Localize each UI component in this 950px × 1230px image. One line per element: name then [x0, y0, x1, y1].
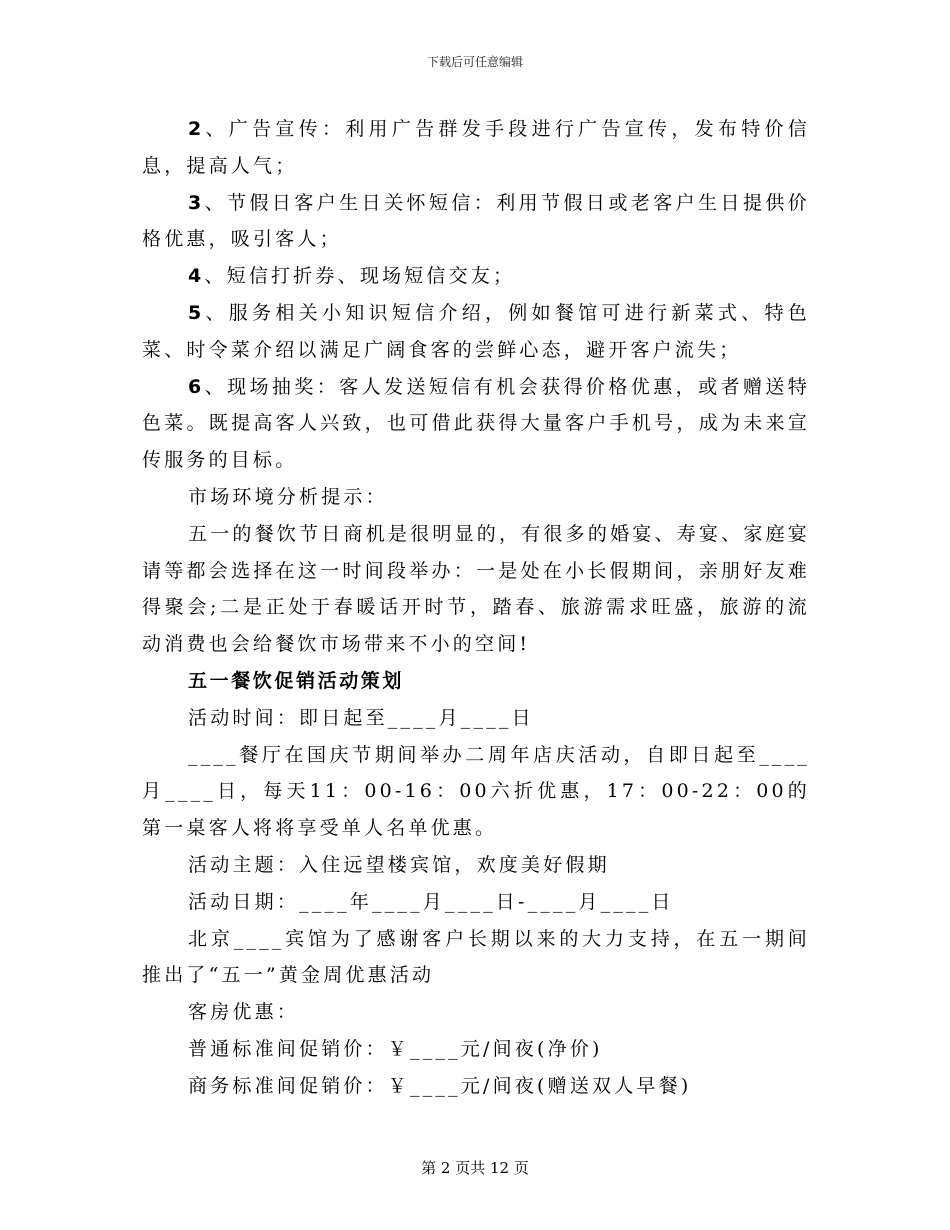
- page-footer: 第 2 页共 12 页: [421, 1159, 529, 1177]
- standard-room-price: 普通标准间促销价：￥____元/间夜(净价): [188, 1037, 603, 1060]
- item-number: 5: [188, 301, 205, 324]
- activity-date: 活动日期：____年____月____日-____月____日: [188, 890, 674, 913]
- item-text: 、现场抽奖：客人发送短信有机会获得价格优惠，或者赠送特色菜。既提高客人兴致，也可借此获得大量客户手机号，成为未来宣传服务的目标。: [142, 375, 810, 472]
- activity-theme: 活动主题：入住远望楼宾馆，欢度美好假期: [188, 853, 610, 876]
- item-text: 、节假日客户生日关怀短信：利用节假日或老客户生日提供价格优惠，吸引客人；: [142, 191, 810, 251]
- activity-description: ____餐厅在国庆节期间举办二周年店庆活动，自即日起至____月____日，每天11：00-16：00六折优惠，17：00-22：00的第一桌客人将将享受单人名单优惠。: [142, 743, 810, 840]
- list-item: [142, 111, 810, 185]
- page-header: 下载后可任意编辑: [426, 55, 523, 69]
- activity-time: 活动时间：即日起至____月____日: [188, 706, 534, 729]
- item-text: 、广告宣传：利用广告群发手段进行广告宣传，发布特价信息，提高人气；: [142, 118, 810, 177]
- list-item: [142, 295, 810, 369]
- business-room-price: 商务标准间促销价：￥____元/间夜(赠送双人早餐): [188, 1074, 692, 1097]
- market-paragraph: 五一的餐饮节日商机是很明显的，有很多的婚宴、寿宴、家庭宴请等都会选择在这一时间段举办：一是处在小长假期间，亲朋好友难得聚会;二是正处于春暖话开时节，踏春、旅游需求旺盛，旅游的流动消费也会给餐饮市场带来不小的空间!: [142, 522, 810, 656]
- document-body: [142, 111, 810, 1105]
- section-title: 五一餐饮促销活动策划: [188, 669, 405, 692]
- item-number: 6: [188, 375, 205, 398]
- hotel-intro: 北京____宾馆为了感谢客户长期以来的大力支持，在五一期间推出了“五一”黄金周优惠活动: [142, 927, 810, 987]
- item-text: 、服务相关小知识短信介绍，例如餐馆可进行新菜式、特色菜、时令菜介绍以满足广阔食客的尝鲜心态，避开客户流失；: [142, 301, 810, 361]
- item-number: 3: [188, 191, 205, 214]
- list-item: [142, 185, 810, 259]
- item-number: 4: [188, 265, 205, 288]
- list-item: [142, 369, 810, 479]
- market-label: 市场环境分析提示：: [188, 485, 388, 508]
- item-number: 2: [188, 118, 205, 140]
- item-text: 、短信打折券、现场短信交友；: [204, 265, 516, 288]
- room-offer-label: 客房优惠：: [188, 1001, 300, 1024]
- list-item: [142, 258, 810, 295]
